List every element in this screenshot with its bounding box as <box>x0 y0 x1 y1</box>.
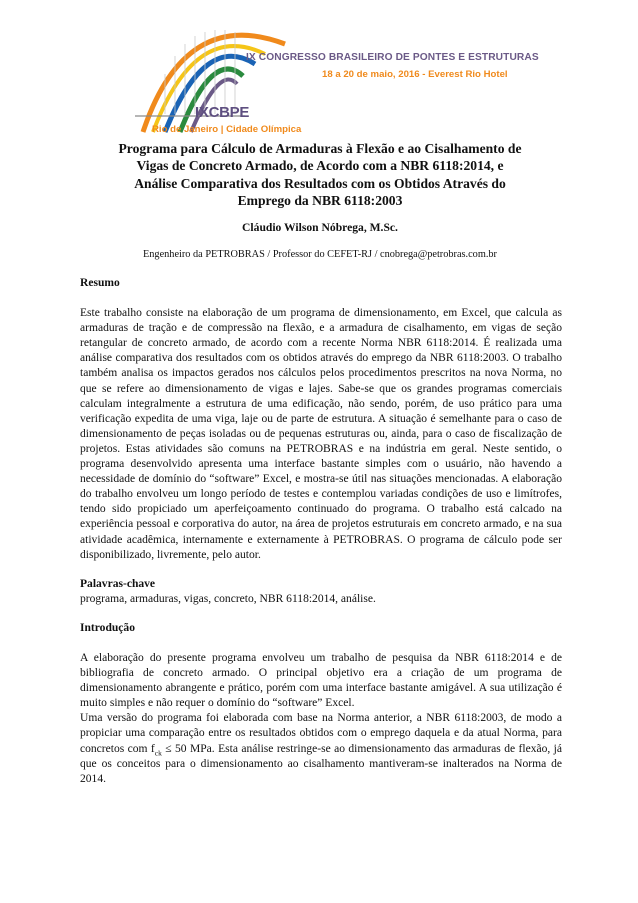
title-line: Emprego da NBR 6118:2003 <box>237 193 403 209</box>
introducao-paragraph-1: A elaboração do presente programa envolveu um trabalho de pesquisa da NBR 6118:2014 e de bibliografia de concreto armado. O principal objetivo era a criação de um programa de dimensionamento abrangente e prático, porém com uma interface bastante amigável. A sua utilização é muito simples e não requer o domínio do “software” Excel. <box>80 651 562 710</box>
event-city: Rio de Janeiro | Cidade Olímpica <box>152 124 302 135</box>
congress-logo <box>125 14 539 139</box>
title-line: Programa para Cálculo de Armaduras à Flexão e ao Cisalhamento de <box>118 141 522 156</box>
introducao-heading: Introdução <box>80 621 135 634</box>
title-line: Vigas de Concreto Armado, de Acordo com a NBR 6118:2014, e <box>136 158 504 174</box>
paper-body <box>80 276 562 787</box>
introducao-paragraph-2 <box>80 711 562 786</box>
resumo-text: Este trabalho consiste na elaboração de um programa de dimensionamento, em Excel, que calcula as armaduras de tração e de compressão na flexão, e a armadura de cisalhamento, em vigas de seção retangular de concreto armado, de acordo com a recente Norma NBR 6118:2014. É realizada uma análise comparativa dos resultados com os obtidos através do emprego da NBR 6118:2003. O trabalho também analisa os impactos gerados nos cálculos pelos procedimentos prescritos na nova Norma, no que se refere ao dimensionamento de vigas e lajes. Sabe-se que os grandes programas comerciais calculam integralmente a estrutura de uma edificação, não sendo, porém, de uso prático para uma verificação expedita de uma viga, laje ou de parte de estrutura. A situação é semelhante para o caso de dimensionamento de peças isoladas ou de pequenas estruturas ou, ainda, para o caso de fiscalização de projetos. Estas atividades são comuns na PETROBRAS e na indústria em geral. Neste sentido, o programa desenvolvido apresenta uma interface bastante simples com o usuário, não havendo a necessidade de domínio do “software” Excel, e mostra-se útil nas situações mencionadas. A elaboração do trabalho envolveu um longo período de testes e contemplou variadas condições de uso e limítrofes, tendo sido propiciado um aperfeiçoamento continuado do programa. O trabalho está calcado na experiência pessoal e corporativa do autor, na área de projetos estruturais em concreto armado, e na sua atividade acadêmica, internamente e externamente à PETROBRAS. O programa de cálculo pode ser disponibilizado, livremente, pelo autor. <box>80 307 562 561</box>
event-title: IX CONGRESSO BRASILEIRO DE PONTES E ESTRUTURAS <box>246 52 539 63</box>
paragraph-text: Uma versão do programa foi elaborada com base na Norma anterior, a NBR 6118:2003, de modo a propiciar uma comparação entre os resultados obtidos com o emprego daquela e da atual Norma, para concretos com f <box>80 712 562 755</box>
event-date: 18 a 20 de maio, 2016 - Everest Rio Hotel <box>322 69 508 80</box>
title-line: Análise Comparativa dos Resultados com os Obtidos Através do <box>134 175 506 191</box>
fck-subscript: ck <box>154 747 162 757</box>
paragraph-text: ≤ 50 MPa. Esta análise restringe-se ao dimensionamento das armaduras de flexão, já que os conceitos para o dimensionamento ao cisalhamento mantiveram-se inalterados na Norma de 2014. <box>80 742 562 785</box>
resumo-heading: Resumo <box>80 277 120 289</box>
author-affiliation: Engenheiro da PETROBRAS / Professor do CEFET-RJ / cnobrega@petrobras.com.br <box>142 249 497 260</box>
keywords-text: programa, armaduras, vigas, concreto, NBR 6118:2014, análise. <box>80 592 376 605</box>
paper-author: Cláudio Wilson Nóbrega, M.Sc. <box>242 221 398 234</box>
event-acronym: IXCBPE <box>195 104 250 121</box>
paper-title <box>80 140 560 210</box>
keywords-heading: Palavras-chave <box>80 577 156 590</box>
